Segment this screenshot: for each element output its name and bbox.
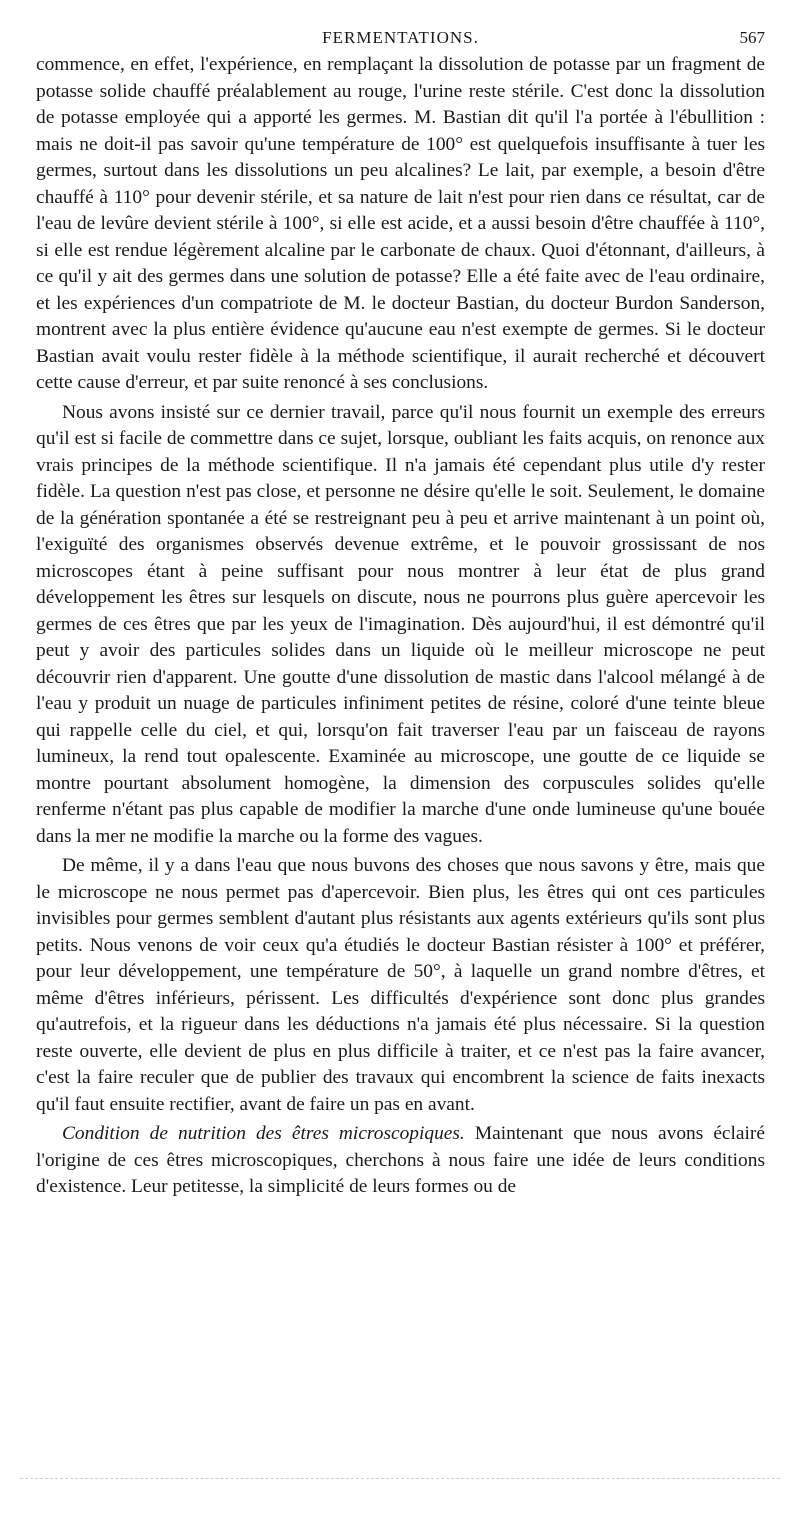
- section-paragraph: [36, 1121, 765, 1201]
- page-number: 567: [739, 28, 765, 47]
- book-page: [36, 28, 765, 1204]
- paragraph: Nous avons insisté sur ce dernier travail, parce qu'il nous fournit un exemple des erreurs qu'il est si facile de commettre dans ce sujet, lorsque, oubliant les faits acquis, on renonce aux vrais principes de la méthode scientifique. Il n'a jamais été cependant plus utile d'y rester fidèle. La question n'est pas close, et personne ne désire qu'elle le soit. Seulement, le domaine de la génération spontanée a été se restreignant peu à peu et arrive maintenant à un point où, l'exiguïté des organismes observés devenue extrême, et le pouvoir grossissant de nos microscopes étant à peine suffisant pour nous montrer à leur état de plus grand développement les êtres sur lesquels on discute, nous ne pourrons plus guère apercevoir les germes de ces êtres que par les yeux de l'imagination. Dès aujourd'hui, il est démontré qu'il peut y avoir des particules solides dans un liquide où le meilleur microscope ne peut découvrir rien d'apparent. Une goutte d'une dissolution de mastic dans l'alcool mélangé à de l'eau y produit un nuage de particules infiniment petites de résine, coloré d'une teinte bleue qui rappelle celle du ciel, et qui, lorsqu'on fait traverser l'eau par un faisceau de rayons lumineux, la rend tout opalescente. Examinée au microscope, une goutte de ce liquide se montre pourtant absolument homogène, la dimension des corpuscules solides qu'elle renferme n'étant pas plus capable de modifier la marche d'une onde lumineuse qu'une bouée dans la mer ne modifie la marche ou la forme des vagues.: [36, 401, 765, 847]
- paragraph: De même, il y a dans l'eau que nous buvons des choses que nous savons y être, mais que le microscope ne nous permet pas d'apercevoir. Bien plus, les êtres qui ont ces particules invisibles pour germes semblent d'autant plus résistants aux agents extérieurs qu'ils sont plus petits. Nous venons de voir ceux qu'a étudiés le docteur Bastian résister à 100° et préférer, pour leur développement, une température de 50°, à laquelle un grand nombre d'êtres, et même d'êtres inférieurs, périssent. Les difficultés d'expérience sont donc plus grandes qu'autrefois, et la rigueur dans les déductions n'a jamais été plus nécessaire. Si la question reste ouverte, elle devient de plus en plus difficile à traiter, et ce n'est pas la faire avancer, c'est la faire reculer que de publier des travaux qui encombrent la science de faits inexacts qu'il faut ensuite rectifier, avant de faire un pas en avant.: [36, 855, 765, 1115]
- running-title: FERMENTATIONS.: [322, 28, 479, 47]
- running-header: [36, 28, 765, 52]
- paragraph-continuation: commence, en effet, l'expérience, en remplaçant la dissolution de potasse par un fragment de potasse solide chauffé préalablement au rouge, l'urine reste stérile. C'est donc la dissolution de potasse employée qui a apporté les germes. M. Bastian dit qu'il l'a portée à l'ébullition : mais ne doit-il pas savoir qu'une température de 100° est quelquefois insuffisante à tuer les germes, surtout dans les dissolutions un peu alcalines? Le lait, par exemple, a besoin d'être chauffé à 110° pour devenir stérile, et sa nature de lait n'est pour rien dans ce résultat, car de l'eau de levûre devient stérile à 100°, si elle est acide, et a aussi besoin d'être chauffée à 110°, si elle est rendue légèrement alcaline par le carbonate de chaux. Quoi d'étonnant, d'ailleurs, à ce qu'il y ait des germes dans une solution de potasse? Elle a été faite avec de l'eau ordinaire, et les expériences d'un compatriote de M. le docteur Bastian, du docteur Burdon Sanderson, montrent avec la plus entière évidence qu'aucune eau n'est exempte de germes. Si le docteur Bastian avait voulu rester fidèle à la méthode scientifique, il aurait recherché et découvert cette cause d'erreur, et par suite renoncé à ses conclusions.: [36, 54, 765, 393]
- bottom-scan-edge: [20, 1478, 780, 1479]
- body-text: [36, 52, 765, 1201]
- section-text: Maintenant que nous avons éclairé l'origine de ces êtres microscopiques, cherchons à nous faire une idée de leurs conditions d'existence. Leur petitesse, la simplicité de leurs formes ou de: [36, 1123, 765, 1197]
- section-heading: Condition de nutrition des êtres microscopiques.: [62, 1123, 465, 1144]
